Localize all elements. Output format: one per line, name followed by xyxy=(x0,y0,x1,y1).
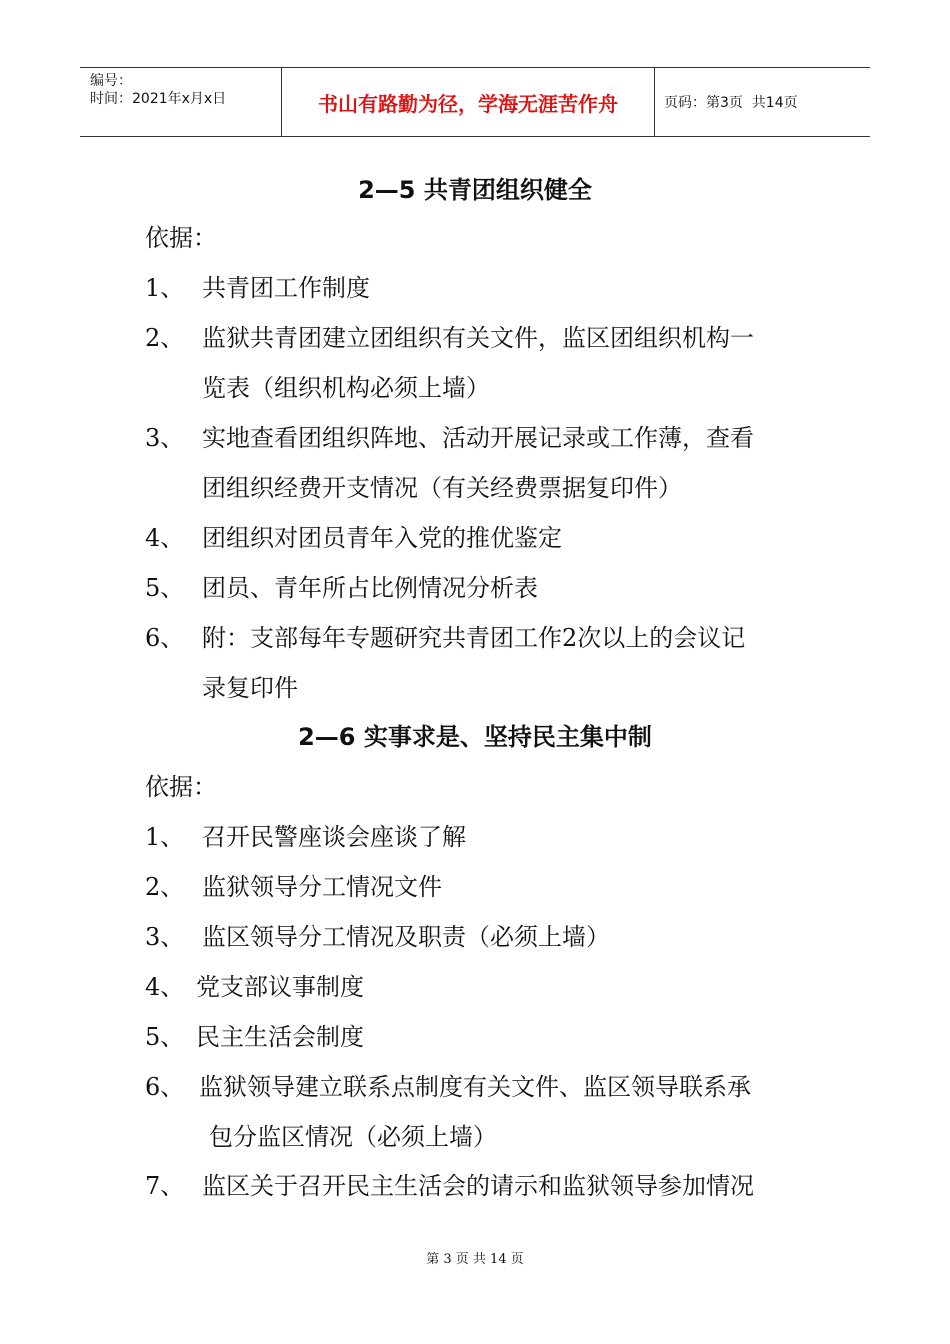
item-number: 4、 xyxy=(145,524,185,552)
item-number: 2、 xyxy=(145,324,185,352)
item-text: 监区领导分工情况及职责（必须上墙） xyxy=(202,923,610,951)
item-number: 7、 xyxy=(145,1172,185,1200)
item-text: 监区关于召开民主生活会的请示和监狱领导参加情况 xyxy=(202,1172,754,1200)
item-text: 录复印件 xyxy=(202,674,298,702)
time-label: 时间：2021年x月x日 xyxy=(90,91,227,107)
item-text: 包分监区情况（必须上墙） xyxy=(209,1123,497,1151)
item-number: 2、 xyxy=(145,873,185,901)
header-motto: 书山有路勤为径，学海无涯苦作舟 xyxy=(318,91,618,116)
item-number: 5、 xyxy=(145,574,185,602)
item-text: 团员、青年所占比例情况分析表 xyxy=(202,574,538,602)
item-text: 实地查看团组织阵地、活动开展记录或工作薄，查看 xyxy=(202,424,754,452)
header-divider xyxy=(654,68,655,136)
item-number: 3、 xyxy=(145,424,185,452)
item-text: 召开民警座谈会座谈了解 xyxy=(202,823,466,851)
item-text: 共青团工作制度 xyxy=(202,274,370,302)
serial-label: 编号： xyxy=(90,73,132,89)
item-text: 监狱领导建立联系点制度有关文件、监区领导联系承 xyxy=(199,1073,751,1101)
item-number: 1、 xyxy=(145,274,185,302)
page-code-text: 页码：第3页 共14页 xyxy=(664,95,798,111)
item-text: 民主生活会制度 xyxy=(196,1023,364,1051)
item-number: 6、 xyxy=(145,1073,185,1101)
section-title: 2—5 共青团组织健全 xyxy=(358,176,592,204)
header-page-code xyxy=(664,68,870,136)
item-text: 团组织对团员青年入党的推优鉴定 xyxy=(202,524,562,552)
item-number: 3、 xyxy=(145,923,185,951)
basis-label: 依据： xyxy=(145,224,217,252)
item-text: 监狱共青团建立团组织有关文件，监区团组织机构一 xyxy=(202,324,754,352)
item-number: 5、 xyxy=(145,1023,185,1051)
page-footer: 第 3 页 共 14 页 xyxy=(426,1252,524,1267)
header-meta xyxy=(80,68,281,136)
item-text: 监狱领导分工情况文件 xyxy=(202,873,442,901)
item-text: 览表（组织机构必须上墙） xyxy=(202,374,490,402)
item-number: 1、 xyxy=(145,823,185,851)
item-text: 团组织经费开支情况（有关经费票据复印件） xyxy=(202,474,682,502)
basis-label: 依据： xyxy=(145,773,217,801)
page-header xyxy=(80,67,870,137)
item-number: 6、 xyxy=(145,624,185,652)
item-text: 附：支部每年专题研究共青团工作2次以上的会议记 xyxy=(202,624,746,652)
item-text: 党支部议事制度 xyxy=(196,973,364,1001)
item-number: 4、 xyxy=(145,973,185,1001)
section-title: 2—6 实事求是、坚持民主集中制 xyxy=(298,723,652,751)
